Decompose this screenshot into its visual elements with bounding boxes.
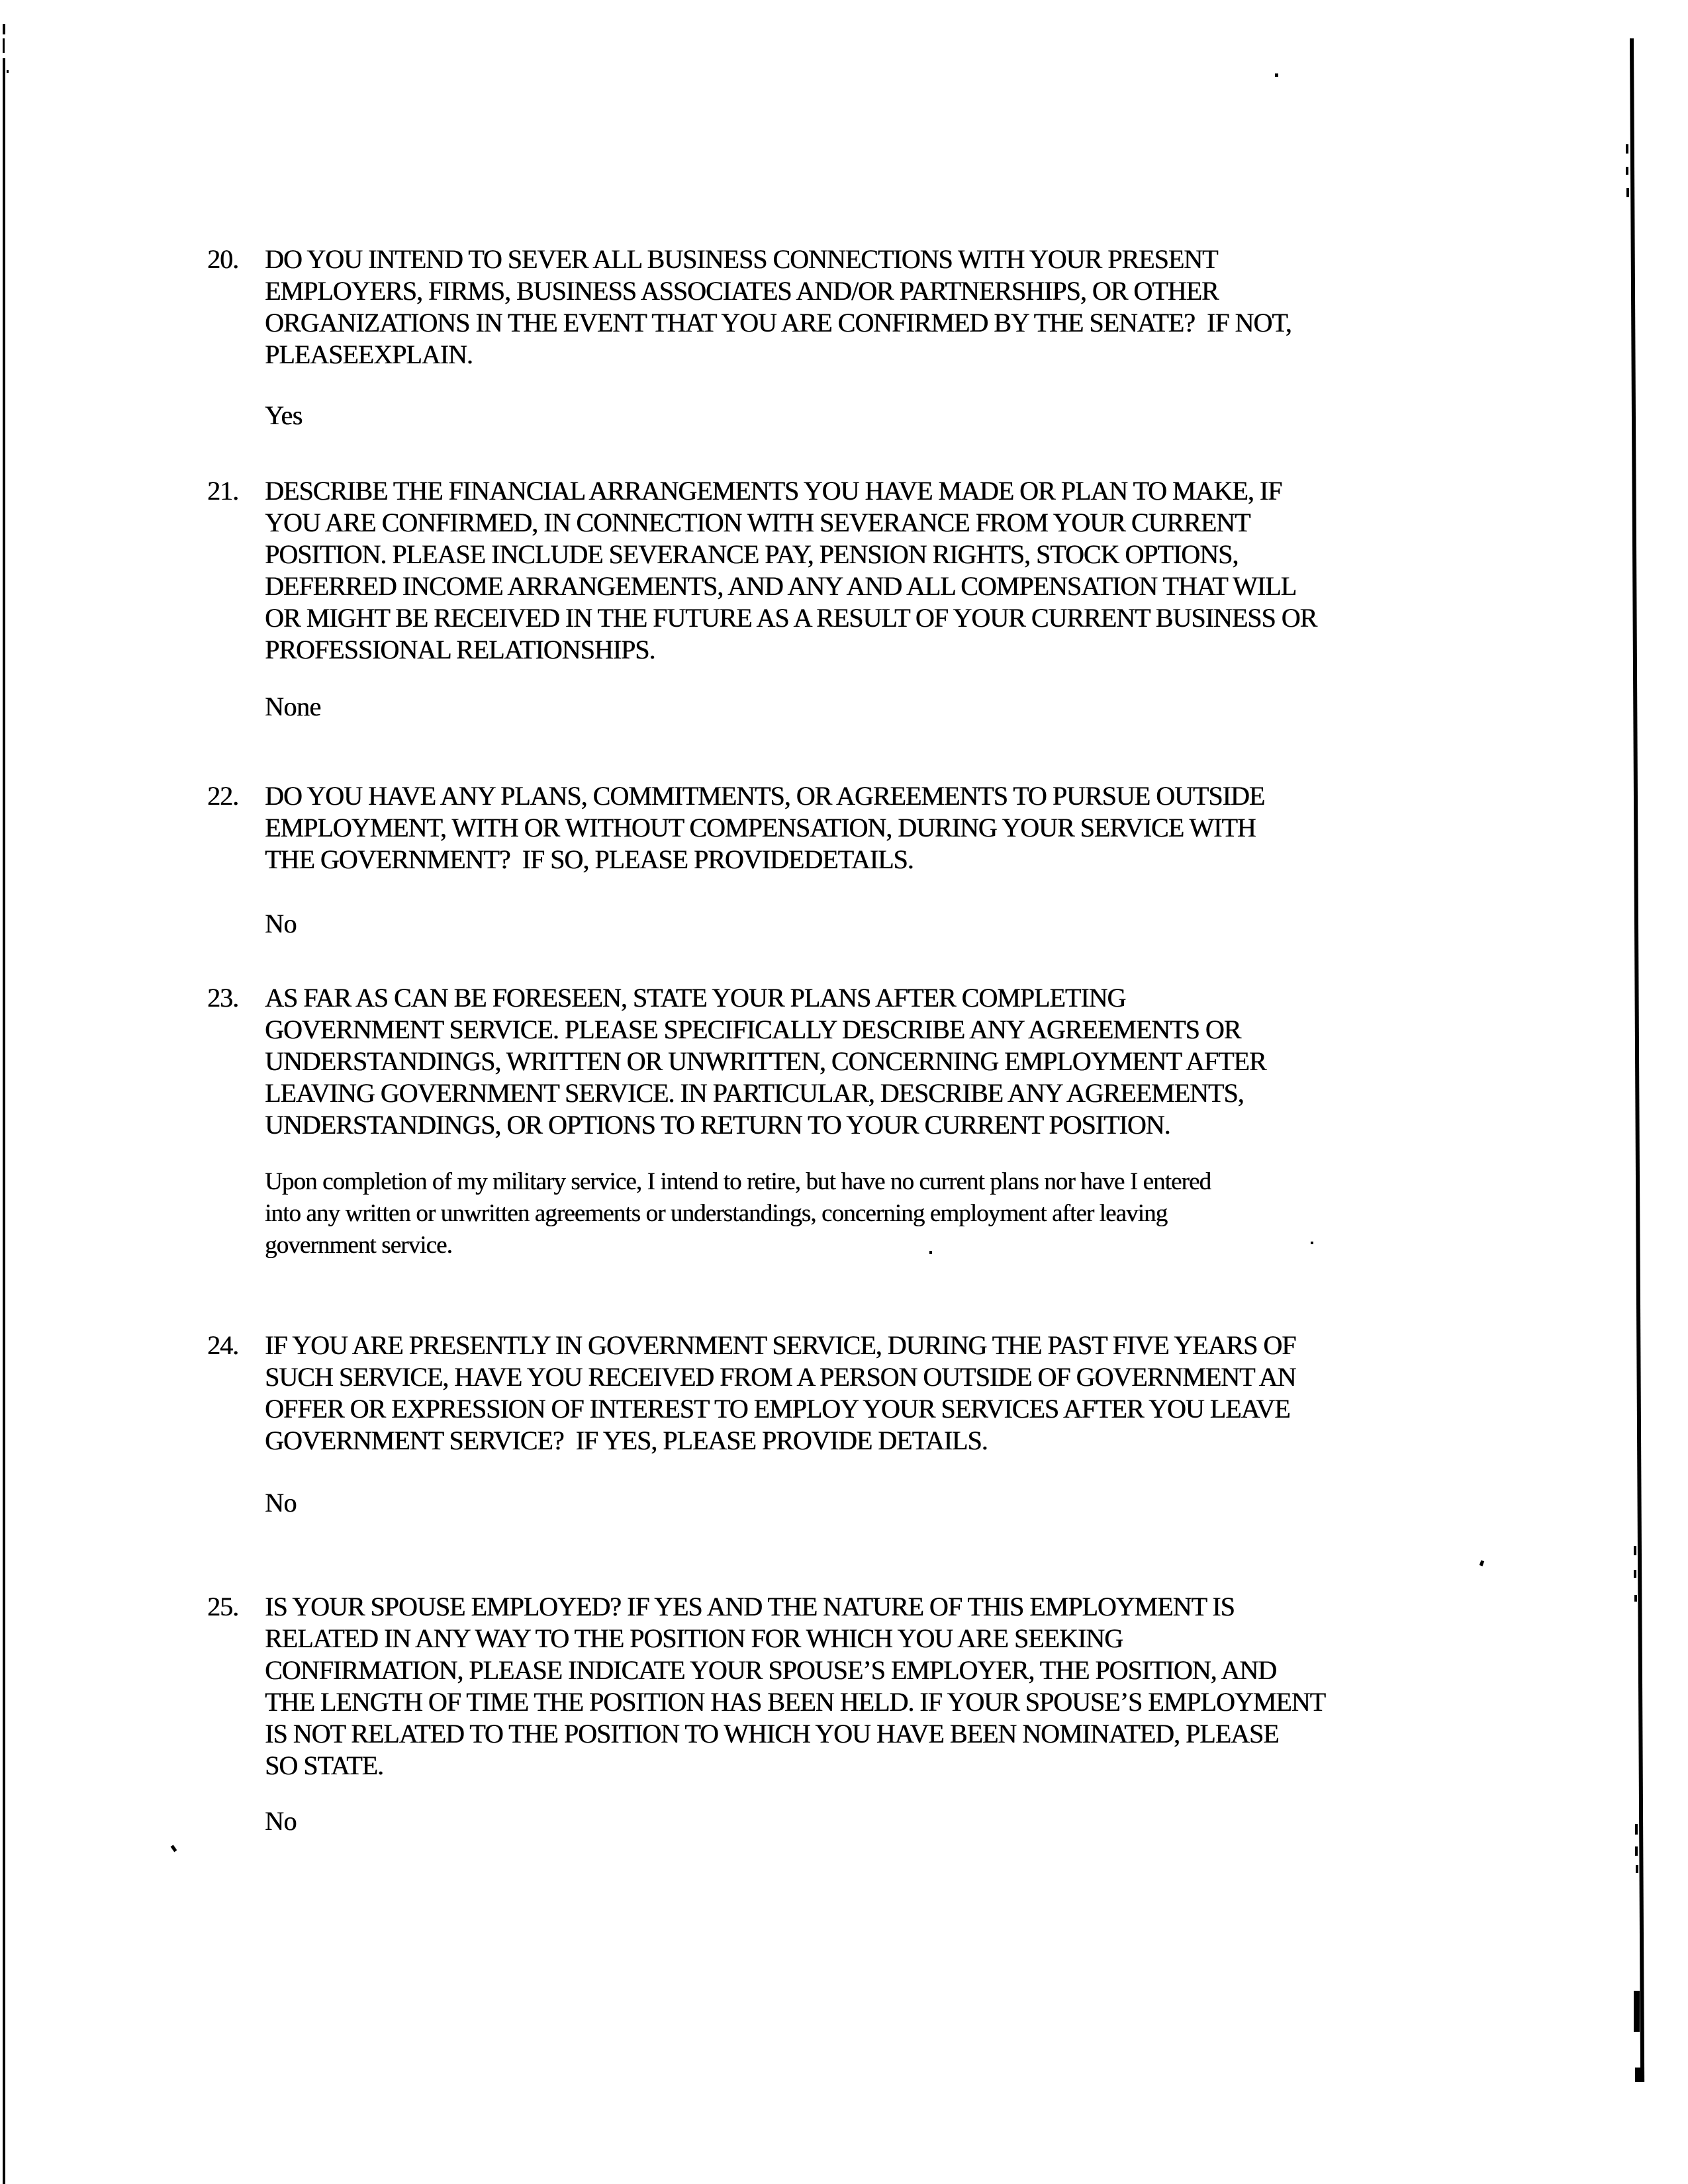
question-line: DESCRIBE THE FINANCIAL ARRANGEMENTS YOU HAVE MADE OR PLAN TO MAKE, IF — [265, 476, 1282, 506]
scan-edge-patch — [1635, 2068, 1642, 2082]
answer-22: No — [265, 909, 297, 938]
question-line: DO YOU INTEND TO SEVER ALL BUSINESS CONNECTIONS WITH YOUR PRESENT — [265, 244, 1218, 274]
question-21-text — [265, 475, 1390, 666]
question-line: IS NOT RELATED TO THE POSITION TO WHICH YOU HAVE BEEN NOMINATED, PLEASE — [265, 1719, 1279, 1749]
question-line: UNDERSTANDINGS, WRITTEN OR UNWRITTEN, CONCERNING EMPLOYMENT AFTER — [265, 1046, 1266, 1076]
scan-edge-dash — [1635, 1846, 1638, 1856]
question-22-text — [265, 780, 1390, 876]
question-line: EMPLOYERS, FIRMS, BUSINESS ASSOCIATES AND/OR PARTNERSHIPS, OR OTHER — [265, 276, 1219, 306]
question-line: UNDERSTANDINGS, OR OPTIONS TO RETURN TO YOUR CURRENT POSITION. — [265, 1110, 1170, 1140]
scan-edge-dash — [1626, 167, 1628, 175]
question-25-text — [265, 1591, 1390, 1782]
scan-speck — [1275, 73, 1278, 77]
question-line: IF YOU ARE PRESENTLY IN GOVERNMENT SERVICE, DURING THE PAST FIVE YEARS OF — [265, 1330, 1296, 1360]
question-line: PLEASEEXPLAIN. — [265, 340, 473, 369]
question-23-text — [265, 982, 1390, 1141]
question-line: POSITION. PLEASE INCLUDE SEVERANCE PAY, PENSION RIGHTS, STOCK OPTIONS, — [265, 539, 1239, 569]
scan-edge-dash — [3, 24, 5, 34]
question-line: IS YOUR SPOUSE EMPLOYED? IF YES AND THE NATURE OF THIS EMPLOYMENT IS — [265, 1592, 1235, 1621]
question-line: RELATED IN ANY WAY TO THE POSITION FOR WHICH YOU ARE SEEKING — [265, 1623, 1123, 1653]
answer-line: into any written or unwritten agreements or understandings, concerning employment after leaving — [265, 1200, 1168, 1227]
question-line: DO YOU HAVE ANY PLANS, COMMITMENTS, OR AGREEMENTS TO PURSUE OUTSIDE — [265, 781, 1265, 811]
question-21-number: 21. — [207, 476, 238, 506]
scan-edge-dash — [1634, 1546, 1636, 1555]
answer-line: Upon completion of my military service, I intend to retire, but have no current plans nor have I entered — [265, 1168, 1211, 1195]
answer-25: No — [265, 1806, 297, 1836]
question-line: ORGANIZATIONS IN THE EVENT THAT YOU ARE CONFIRMED BY THE SENATE? IF NOT, — [265, 308, 1291, 338]
scan-speck — [171, 1844, 177, 1852]
question-line: EMPLOYMENT, WITH OR WITHOUT COMPENSATION, DURING YOUR SERVICE WITH — [265, 813, 1256, 842]
scan-edge-dash — [1626, 144, 1628, 154]
question-line: SUCH SERVICE, HAVE YOU RECEIVED FROM A PERSON OUTSIDE OF GOVERNMENT AN — [265, 1362, 1296, 1392]
question-line: OFFER OR EXPRESSION OF INTEREST TO EMPLOY YOUR SERVICES AFTER YOU LEAVE — [265, 1394, 1290, 1424]
question-line: LEAVING GOVERNMENT SERVICE. IN PARTICULAR, DESCRIBE ANY AGREEMENTS, — [265, 1078, 1244, 1108]
question-20-number: 20. — [207, 244, 238, 274]
question-line: THE LENGTH OF TIME THE POSITION HAS BEEN HELD. IF YOUR SPOUSE’S EMPLOYMENT — [265, 1687, 1325, 1717]
scan-speck — [7, 70, 9, 73]
question-line: DEFERRED INCOME ARRANGEMENTS, AND ANY AND ALL COMPENSATION THAT WILL — [265, 571, 1296, 601]
question-22-number: 22. — [207, 781, 238, 811]
answer-23-text — [265, 1166, 1390, 1261]
question-line: AS FAR AS CAN BE FORESEEN, STATE YOUR PLANS AFTER COMPLETING — [265, 983, 1126, 1013]
question-line: YOU ARE CONFIRMED, IN CONNECTION WITH SEVERANCE FROM YOUR CURRENT — [265, 508, 1250, 537]
question-line: THE GOVERNMENT? IF SO, PLEASE PROVIDEDETAILS. — [265, 844, 914, 874]
question-24-number: 24. — [207, 1330, 238, 1360]
question-line: GOVERNMENT SERVICE? IF YES, PLEASE PROVIDE DETAILS. — [265, 1426, 988, 1455]
question-25-number: 25. — [207, 1592, 238, 1621]
question-line: PROFESSIONAL RELATIONSHIPS. — [265, 635, 655, 664]
scan-edge-line-left — [3, 58, 5, 2184]
answer-line: government service. — [265, 1232, 452, 1259]
scan-edge-dash — [1634, 1570, 1636, 1578]
question-24-text — [265, 1330, 1390, 1457]
scan-edge-line-right — [1630, 38, 1644, 2082]
question-line: CONFIRMATION, PLEASE INDICATE YOUR SPOUSE’S EMPLOYER, THE POSITION, AND — [265, 1655, 1276, 1685]
question-20-text — [265, 244, 1390, 371]
answer-21: None — [265, 692, 321, 721]
scan-edge-dash — [1635, 1824, 1638, 1835]
scan-edge-dash — [1636, 1865, 1638, 1873]
answer-24: No — [265, 1488, 297, 1518]
question-line: SO STATE. — [265, 1751, 383, 1780]
question-line: OR MIGHT BE RECEIVED IN THE FUTURE AS A RESULT OF YOUR CURRENT BUSINESS OR — [265, 603, 1317, 633]
question-23-number: 23. — [207, 983, 238, 1013]
scan-speck — [1479, 1560, 1484, 1566]
scan-edge-dash — [3, 38, 5, 53]
question-line: GOVERNMENT SERVICE. PLEASE SPECIFICALLY DESCRIBE ANY AGREEMENTS OR — [265, 1015, 1241, 1044]
scan-edge-patch — [1634, 1991, 1640, 2032]
scan-edge-dash — [1626, 188, 1629, 197]
scan-edge-dash — [1634, 1595, 1637, 1602]
answer-20: Yes — [265, 400, 303, 430]
